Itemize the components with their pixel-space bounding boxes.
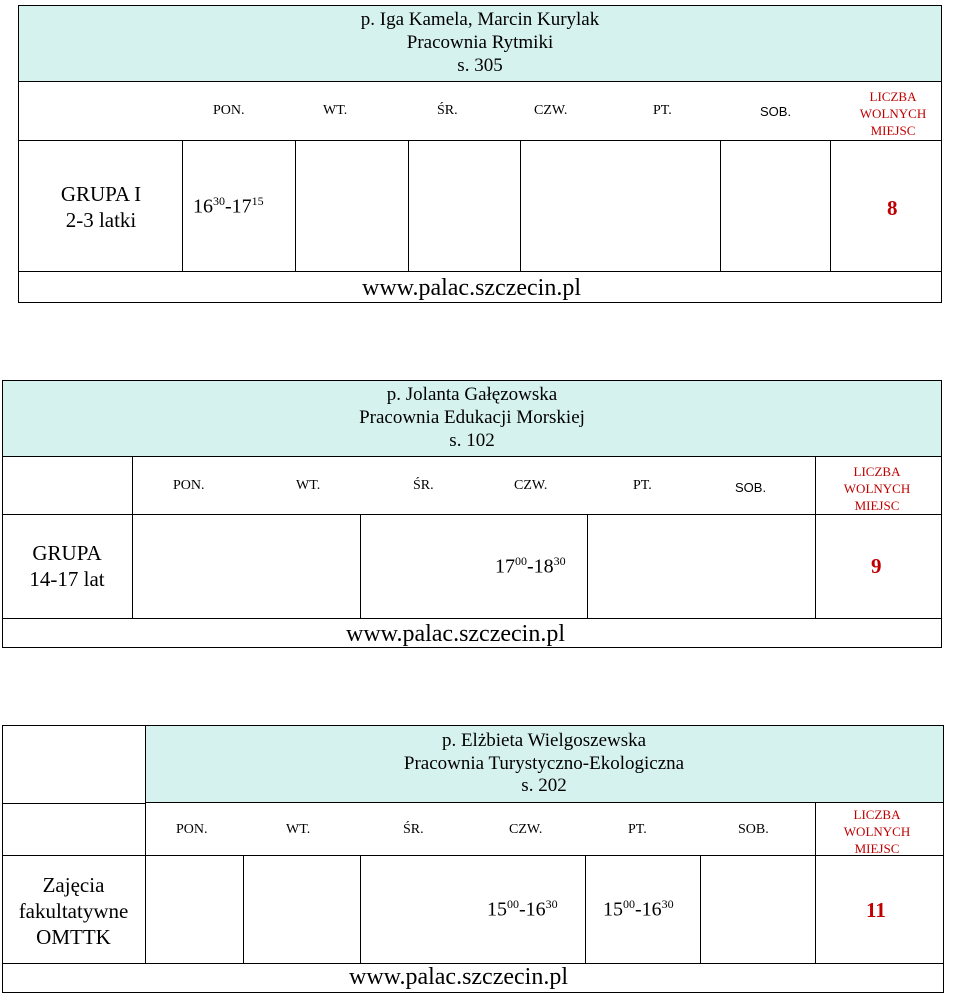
group-label: GRUPA 14-17 lat bbox=[29, 541, 105, 591]
free-places-label: LICZBA WOLNYCH MIEJSC bbox=[843, 464, 911, 513]
block-header bbox=[145, 726, 943, 802]
time-slot-thu: $15^{00}-16^{30}$ bbox=[487, 897, 558, 921]
room-number: s. 202 bbox=[521, 775, 567, 797]
day-sat: SOB. bbox=[760, 104, 792, 119]
day-thu: CZW. bbox=[514, 478, 548, 493]
free-places-count: 8 bbox=[887, 196, 898, 220]
free-places-label: LICZBA WOLNYCH MIEJSC bbox=[859, 89, 927, 138]
time-slot-mon: $16^{30}-17^{15}$ bbox=[193, 194, 264, 218]
group-label: GRUPA I 2-3 latki bbox=[60, 182, 142, 232]
free-places-count: 11 bbox=[866, 898, 886, 922]
free-places-label: LICZBA WOLNYCH MIEJSC bbox=[843, 807, 911, 856]
room-name: Pracownia Rytmiki bbox=[406, 32, 554, 54]
room-number: s. 305 bbox=[457, 54, 503, 76]
time-slot-fri: $15^{00}-16^{30}$ bbox=[603, 897, 674, 921]
day-wed: ŚR. bbox=[413, 478, 434, 493]
day-tue: WT. bbox=[286, 822, 311, 837]
teacher-name: p. Elżbieta Wielgoszewska bbox=[441, 729, 647, 751]
day-sat: SOB. bbox=[738, 822, 769, 837]
day-thu: CZW. bbox=[534, 103, 568, 118]
day-mon: PON. bbox=[173, 478, 205, 493]
day-fri: PT. bbox=[628, 822, 647, 837]
day-fri: PT. bbox=[633, 478, 652, 493]
room-name: Pracownia Turystyczno-Ekologiczna bbox=[403, 752, 685, 774]
room-number: s. 102 bbox=[449, 429, 495, 451]
teacher-name: p. Jolanta Gałęzowska bbox=[386, 384, 558, 406]
day-mon: PON. bbox=[213, 103, 245, 118]
day-sat: SOB. bbox=[735, 480, 767, 495]
teacher-name: p. Iga Kamela, Marcin Kurylak bbox=[360, 9, 600, 31]
day-tue: WT. bbox=[296, 478, 321, 493]
room-name: Pracownia Edukacji Morskiej bbox=[359, 407, 585, 429]
day-mon: PON. bbox=[176, 822, 208, 837]
day-fri: PT. bbox=[653, 103, 672, 118]
group-label: Zajęcia fakultatywne OMTTK bbox=[18, 873, 129, 949]
day-thu: CZW. bbox=[509, 822, 543, 837]
website-url: www.palac.szczecin.pl bbox=[362, 275, 581, 301]
day-wed: ŚR. bbox=[437, 103, 458, 118]
free-places-count: 9 bbox=[871, 554, 882, 578]
day-tue: WT. bbox=[323, 103, 348, 118]
website-url: www.palac.szczecin.pl bbox=[346, 621, 565, 647]
time-slot-wed: $17^{00}-18^{30}$ bbox=[495, 554, 566, 578]
day-wed: ŚR. bbox=[403, 822, 424, 837]
website-url: www.palac.szczecin.pl bbox=[349, 964, 568, 990]
